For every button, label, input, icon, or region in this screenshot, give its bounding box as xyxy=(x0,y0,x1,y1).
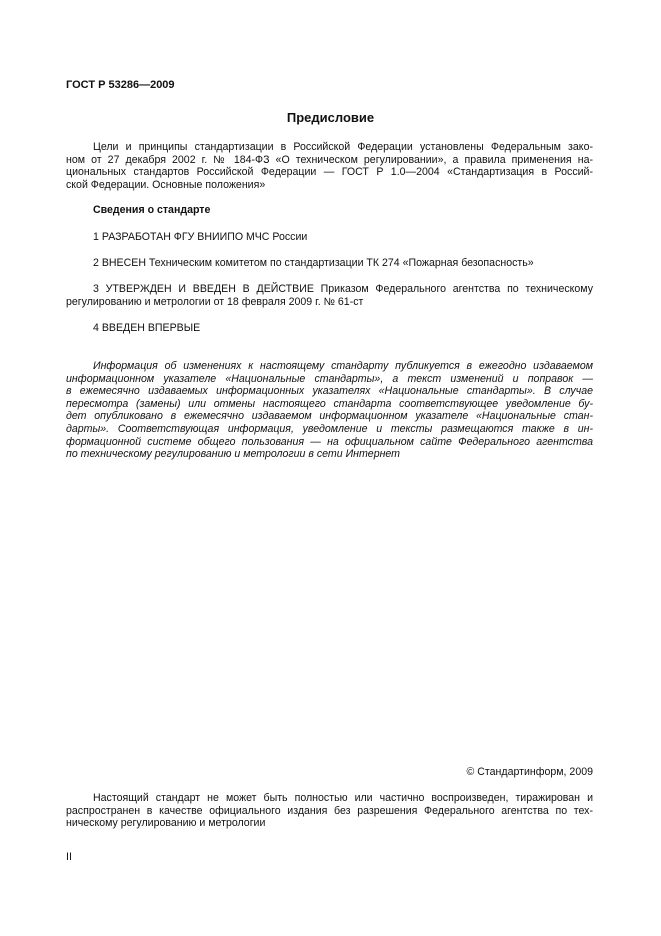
standard-info-heading xyxy=(66,204,593,217)
item-first-time-text: 4 ВВЕДЕН ВПЕРВЫЕ xyxy=(93,322,201,334)
document-code-header: ГОСТ Р 53286—2009 xyxy=(66,79,175,91)
notice-line: дет опубликовано в ежемесячно издаваемом информационном указателе «Национальные стан- xyxy=(66,410,593,423)
notice-line: информационном указателе «Национальные стандарты», а текст изменений и поправок — xyxy=(66,372,593,385)
notice-line: дарты». Соответствующая информация, уведомление и тексты размещаются также в ин- xyxy=(66,422,593,435)
item-introduced xyxy=(66,257,593,270)
item-approved-line: 3 УТВЕРЖДЕН И ВВЕДЕН В ДЕЙСТВИЕ Приказом Федерального агентства по техническому xyxy=(93,283,593,295)
item-first-time xyxy=(66,322,593,335)
item-developed xyxy=(66,231,593,244)
intro-line: ном от 27 декабря 2002 г. № 184-ФЗ «О техническом регулировании», а правила применения на- xyxy=(66,153,593,166)
item-developed-text: 1 РАЗРАБОТАН ФГУ ВНИИПО МЧС России xyxy=(93,231,308,243)
standard-info-heading-text: Сведения о стандарте xyxy=(93,204,211,216)
item-approved-line: регулированию и метрологии от 18 февраля 2009 г. № 61-ст xyxy=(66,295,364,308)
page-number: II xyxy=(66,851,72,863)
notice-line: пересмотра (замены) или отмены настоящего стандарта соответствующее уведомление бу- xyxy=(66,397,593,410)
reproduction-notice xyxy=(66,792,593,830)
notice-line: формационной системе общего пользования — на официальном сайте Федерального агентства xyxy=(66,435,593,448)
amendments-notice xyxy=(66,360,593,461)
copyright-notice: © Стандартинформ, 2009 xyxy=(466,766,593,778)
notice-line: Информация об изменениях к настоящему стандарту публикуется в ежегодно издаваемом xyxy=(93,360,593,372)
reproduction-line: Настоящий стандарт не может быть полностью или частично воспроизведен, тиражирован и xyxy=(93,792,593,804)
intro-line: циональных стандартов Российской Федерации — ГОСТ Р 1.0—2004 «Стандартизация в Россий- xyxy=(66,166,593,179)
intro-line: Цели и принципы стандартизации в Российской Федерации установлены Федеральным зако- xyxy=(93,141,593,153)
notice-line: в ежемесячно издаваемых информационных указателях «Национальные стандарты». В случае xyxy=(66,385,593,398)
reproduction-line: ническому регулированию и метрологии xyxy=(66,817,266,830)
reproduction-line: распространен в качестве официального издания без разрешения Федерального агентства по тех- xyxy=(66,804,593,817)
item-approved xyxy=(66,283,593,308)
section-title: Предисловие xyxy=(286,110,375,125)
intro-line: ской Федерации. Основные положения» xyxy=(66,178,266,191)
notice-line: по техническому регулированию и метрологии в сети Интернет xyxy=(66,448,401,461)
item-introduced-text: 2 ВНЕСЕН Техническим комитетом по стандартизации ТК 274 «Пожарная безопасность» xyxy=(93,257,534,269)
intro-paragraph xyxy=(66,141,593,191)
